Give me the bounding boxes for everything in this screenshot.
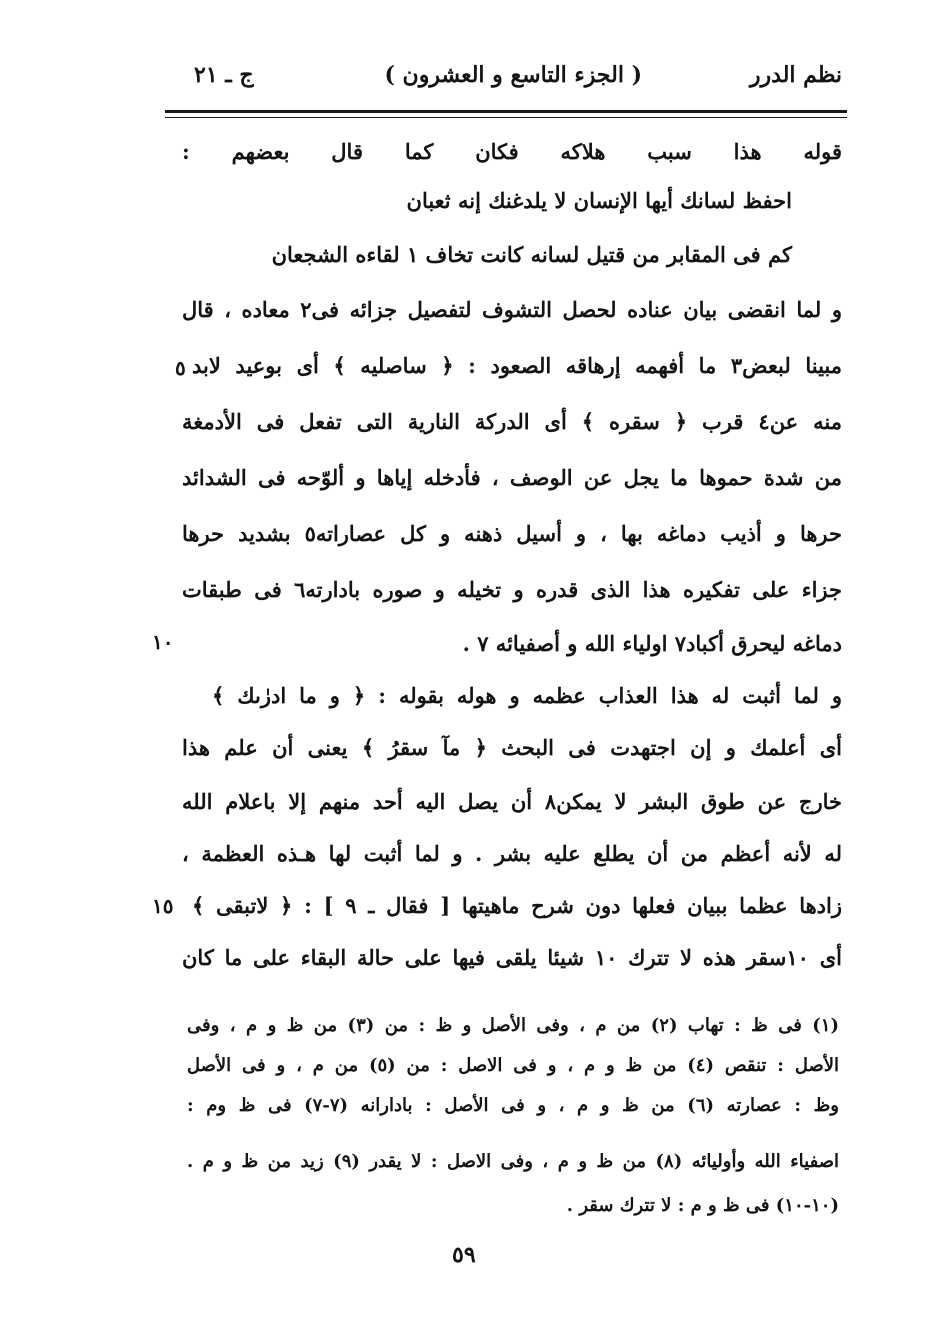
page-number: ٥٩ — [452, 1242, 476, 1268]
volume-number: ج ـ ٢١ — [194, 62, 254, 88]
footnote-line-1: (١) فى ظ : تهاب (٢) من م ، وفى الأصل و ظ : من (٣) من ظ و م ، وفى — [187, 1015, 839, 1036]
body-line-16: أى ١٠سقر هذه لا تترك ١٠ شيئا يلقى فيها على حالة البقاء على ما كان — [182, 945, 842, 970]
body-line-13: خارج عن طوق البشر لا يمكن٨ أن يصل اليه أحد منهم إلا باعلام الله — [182, 789, 842, 814]
body-line-1: قوله هذا سبب هلاكه فكان كما قال بعضهم : — [182, 139, 842, 164]
body-line-6: منه عن٤ قرب ﴿ سقره ﴾ أى الدركة النارية التى تفعل فى الأدمغة — [182, 409, 843, 434]
body-line-15: زادها عظما ببيان فعلها دون شرح ماهيتها [ فقال ـ ٩ ] : ﴿ لاتبقى ﴾ — [192, 893, 843, 918]
running-header — [170, 62, 842, 98]
body-line-10: دماغه ليحرق أكباد٧ اولياء الله و أصفيائه ٧ . — [462, 631, 842, 656]
line-number-15: ١٥ — [152, 894, 174, 918]
book-title: نظم الدرر — [749, 62, 842, 88]
body-line-9: جزاء على تفكيره هذا الذى قدره و تخيله و صوره بادارته٦ فى طبقات — [182, 577, 842, 602]
body-line-8: حرها و أذيب دماغه بها ، و أسيل ذهنه و كل عصاراته٥ بشديد حرها — [182, 521, 842, 546]
line-number-10: ١٠ — [152, 630, 174, 654]
body-line-7: من شدة حموها ما يجل عن الوصف ، فأدخله إياها و ألوّحه فى الشدائد — [182, 465, 842, 490]
footnote-line-5: (١٠-١٠) فى ظ و م : لا تترك سقر . — [566, 1195, 839, 1216]
footnote-line-3: وظ : عصارته (٦) من ظ و م ، و فى الأصل : بادارانه (٧-٧) فى ظ وم : — [187, 1095, 839, 1116]
body-line-5: مبينا لبعض٣ ما أفهمه إرهاقه الصعود : ﴿ ساصليه ﴾ أى بوعيد لابد — [192, 353, 842, 378]
footnote-line-4: اصفياء الله وأوليائه (٨) من ظ و م ، وفى الاصل : لا يقدر (٩) زيد من ظ و م . — [187, 1151, 839, 1172]
header-rule-thin — [165, 117, 847, 118]
body-line-11: و لما أثبت له هذا العذاب عظمه و هوله بقوله : ﴿ و ما ادرٰىك ﴾ — [212, 683, 842, 708]
header-rule-thick — [165, 110, 847, 113]
body-line-12: أى أعلمك و إن اجتهدت فى البحث ﴿ مآ سقرُ ﴾ يعنى أن علم هذا — [182, 735, 842, 760]
body-line-14: له لأنه أعظم من أن يطلع عليه بشر . و لما أثبت لها هـذه العظمة ، — [182, 841, 842, 866]
verse-line-1: احفظ لسانك أيها الإنسان لا يلدغنك إنه ثعبان — [406, 188, 792, 213]
part-title: ( الجزء التاسع و العشرون ) — [384, 62, 642, 88]
line-number-5: ٥ — [175, 356, 186, 380]
verse-line-2: كم فى المقابر من قتيل لسانه كانت تخاف ١ لقاءه الشجعان — [271, 242, 792, 267]
footnote-line-2: الأصل : تنقص (٤) من ظ و م ، و فى الاصل : من (٥) من م ، و فى الأصل — [187, 1055, 839, 1076]
body-line-4: و لما انقضى بيان عناده لحصل التشوف لتفصيل جزائه فى٢ معاده ، قال — [182, 297, 842, 322]
